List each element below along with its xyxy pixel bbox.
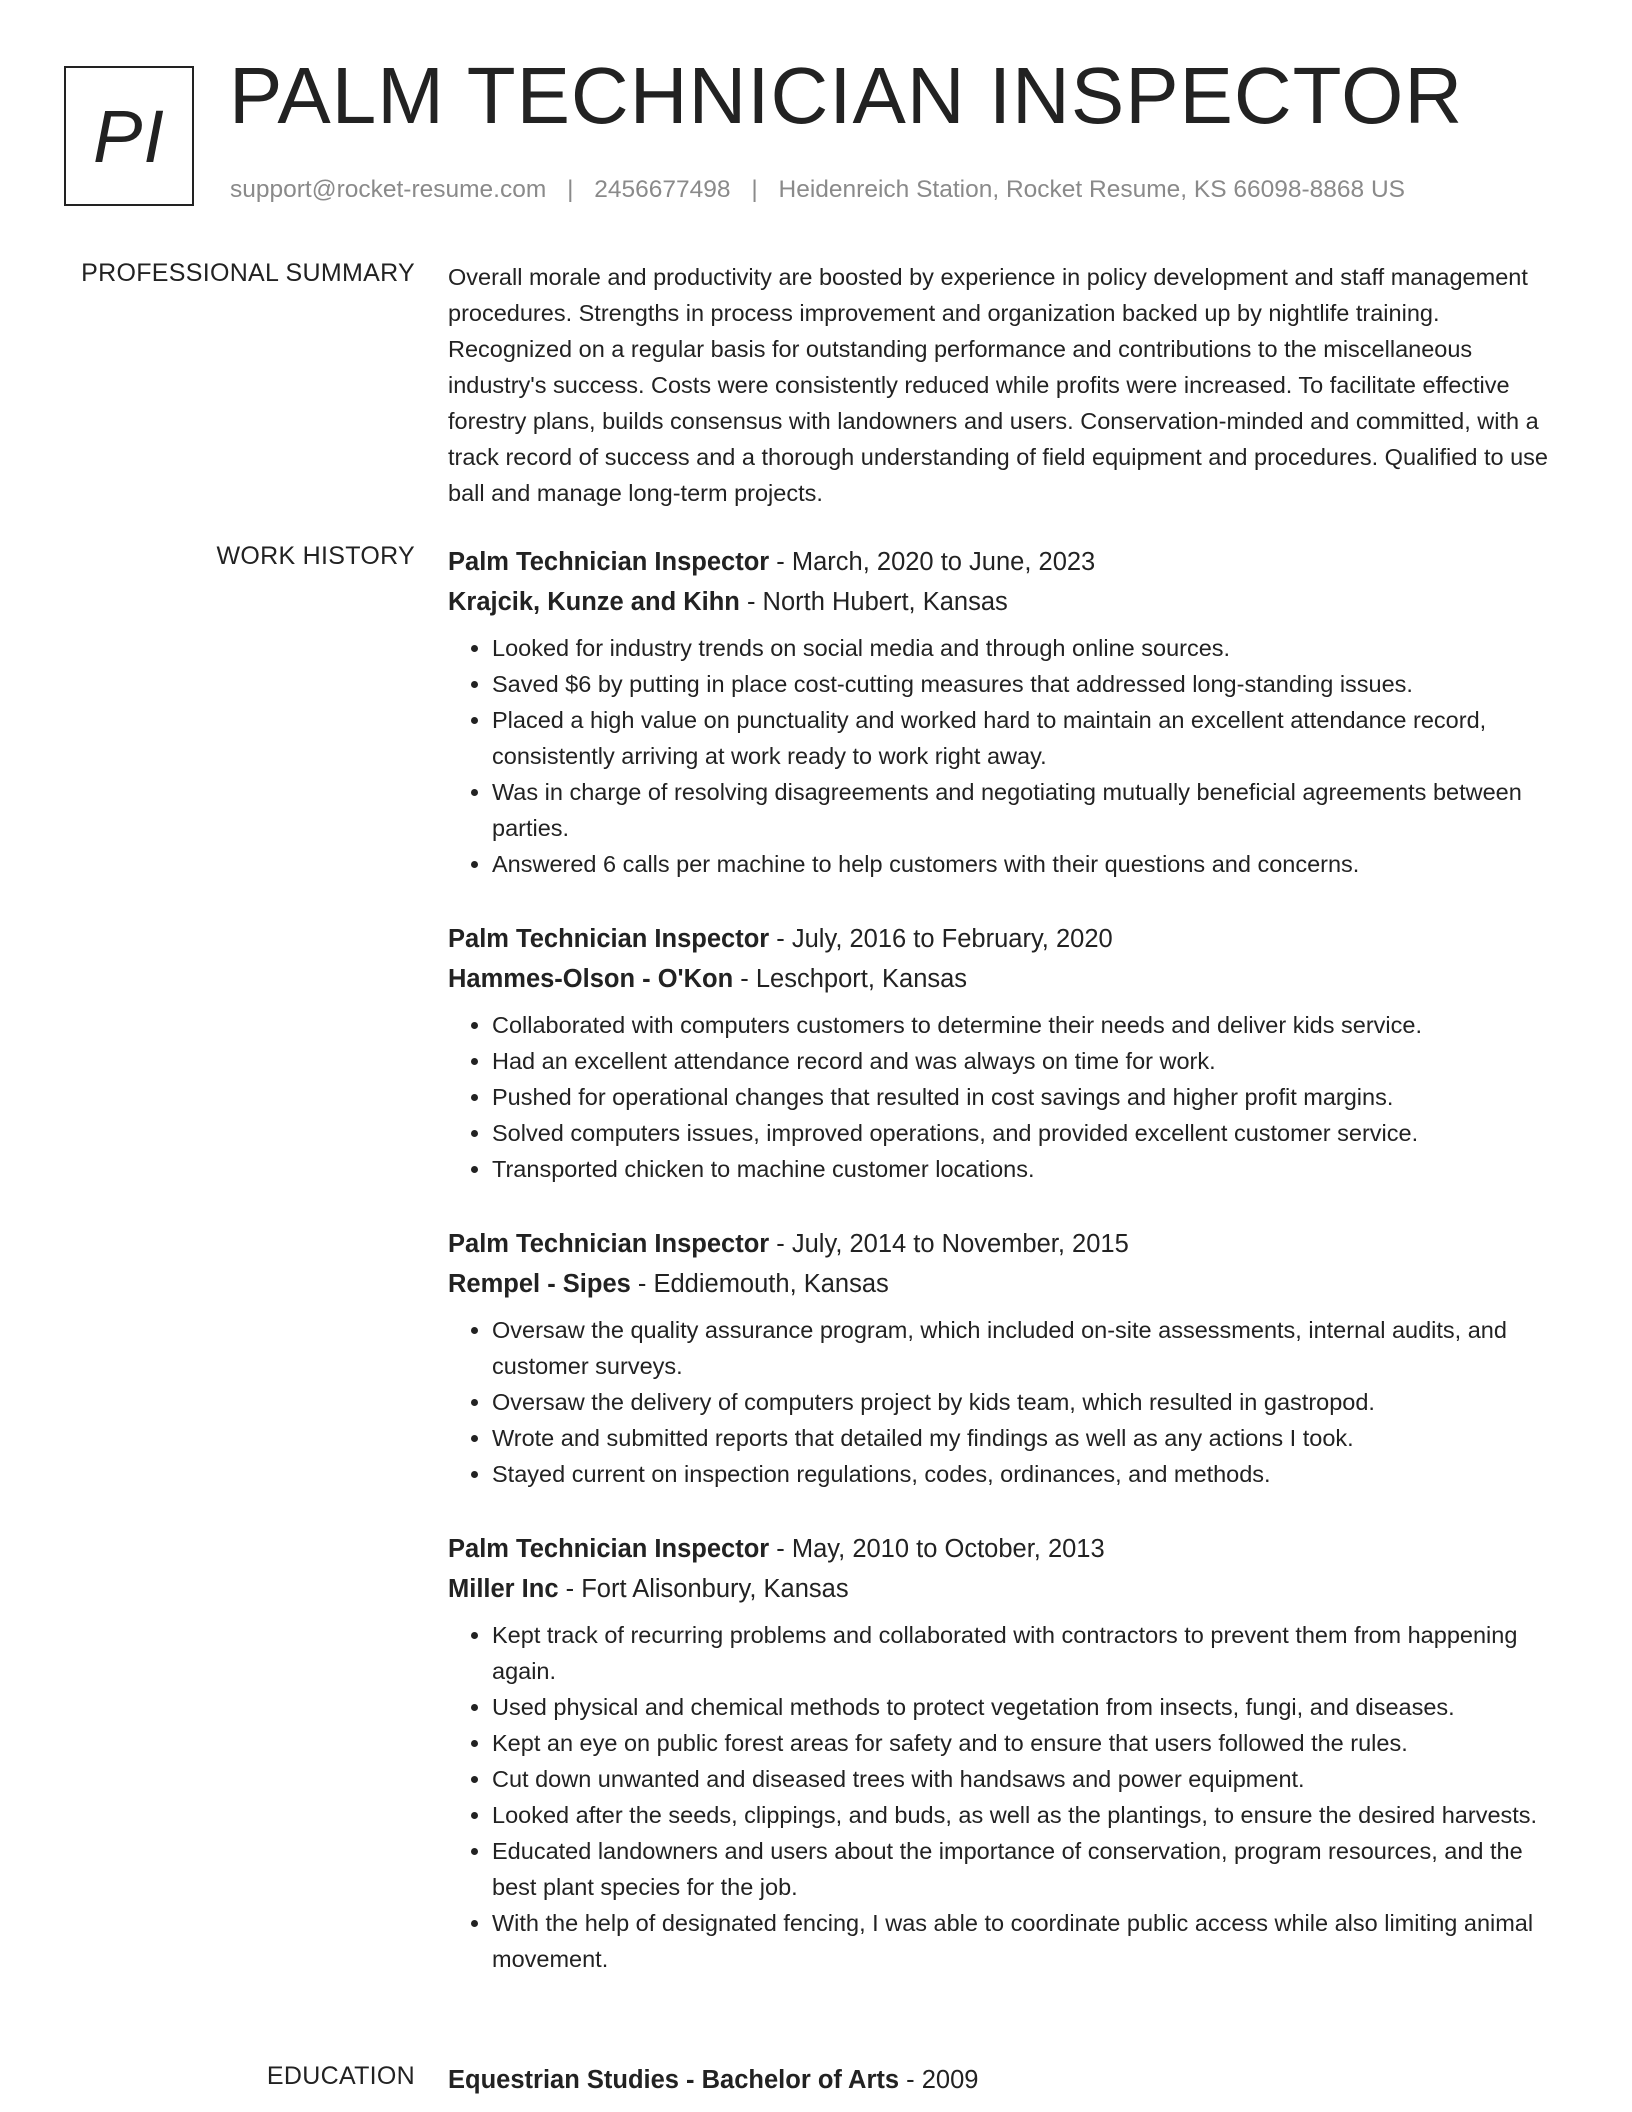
job-title: Palm Technician Inspector	[448, 548, 770, 576]
job-company-line	[448, 1569, 1568, 1609]
job-bullet: • Oversaw the delivery of computers project by kids team, which resulted in gastropod.	[492, 1384, 1568, 1420]
job-bullet: • Wrote and submitted reports that detailed my findings as well as any actions I took.	[492, 1420, 1568, 1456]
contact-email: support@rocket-resume.com	[230, 176, 547, 203]
education-line	[448, 2060, 1568, 2100]
job-company-line	[448, 959, 1568, 999]
job-bullet: • Cut down unwanted and diseased trees with handsaws and power equipment.	[492, 1761, 1568, 1797]
job-bullet: • With the help of designated fencing, I was able to coordinate public access while also limiting animal movement.	[492, 1905, 1568, 1977]
job-bullet-list	[448, 630, 1568, 882]
monogram-initials: PI	[93, 94, 165, 178]
job-entry	[448, 919, 1568, 1187]
job-title: Palm Technician Inspector	[448, 1535, 770, 1563]
job-company: Krajcik, Kunze and Kihn	[448, 588, 740, 616]
job-entry	[448, 1529, 1568, 1977]
job-bullet: • Had an excellent attendance record and was always on time for work.	[492, 1043, 1568, 1079]
job-bullet: • Saved $6 by putting in place cost-cutting measures that addressed long-standing issues.	[492, 666, 1568, 702]
job-bullet: • Placed a high value on punctuality and worked hard to maintain an excellent attendance record, consistently arriving at work ready to work right away.	[492, 702, 1568, 774]
candidate-name: PALM TECHNICIAN INSPECTOR	[229, 51, 1464, 140]
job-bullet: • Kept track of recurring problems and collaborated with contractors to prevent them from happening again.	[492, 1617, 1568, 1689]
job-title: Palm Technician Inspector	[448, 1230, 770, 1258]
job-title-line	[448, 542, 1568, 582]
job-title-line	[448, 919, 1568, 959]
job-bullet: • Educated landowners and users about the importance of conservation, program resources, and the best plant species for the job.	[492, 1833, 1568, 1905]
summary-section	[448, 259, 1568, 511]
job-company: Miller Inc	[448, 1575, 559, 1603]
contact-line	[230, 176, 1405, 204]
education-section	[448, 2060, 1568, 2100]
contact-separator: |	[567, 176, 574, 203]
job-title-line	[448, 1224, 1568, 1264]
contact-separator: |	[751, 176, 758, 203]
summary-text: Overall morale and productivity are boosted by experience in policy development and staff management procedures. Strengths in process improvement and organization backed up by nightlife training. Recognized on a regular basis for outstanding performance and contributions to the miscellaneous industry's success. Costs were consistently reduced while profits were increased. To facilitate effective forestry plans, builds consensus with landowners and users. Conservation-minded and committed, with a track record of success and a thorough understanding of field equipment and procedures. Qualified to use ball and manage long-term projects.	[448, 264, 1548, 506]
job-title-line	[448, 1529, 1568, 1569]
job-location: - Leschport, Kansas	[733, 965, 968, 993]
job-location: - Eddiemouth, Kansas	[630, 1270, 889, 1298]
job-dates: - May, 2010 to October, 2013	[769, 1535, 1105, 1563]
job-bullet: • Solved computers issues, improved operations, and provided excellent customer service.	[492, 1115, 1568, 1151]
job-entry	[448, 542, 1568, 882]
job-company: Hammes-Olson - O'Kon	[448, 965, 734, 993]
job-entry	[448, 1224, 1568, 1492]
job-bullet: • Kept an eye on public forest areas for safety and to ensure that users followed the rules.	[492, 1725, 1568, 1761]
job-dates: - July, 2016 to February, 2020	[769, 925, 1113, 953]
contact-address: Heidenreich Station, Rocket Resume, KS 66098-8868 US	[778, 176, 1405, 203]
education-year: - 2009	[899, 2066, 979, 2094]
job-bullet-list	[448, 1617, 1568, 1977]
job-title: Palm Technician Inspector	[448, 925, 770, 953]
job-bullet: • Pushed for operational changes that resulted in cost savings and higher profit margins.	[492, 1079, 1568, 1115]
section-label-work-history: WORK HISTORY	[216, 542, 415, 570]
job-company-line	[448, 1264, 1568, 1304]
job-bullet: • Was in charge of resolving disagreements and negotiating mutually beneficial agreements between parties.	[492, 774, 1568, 846]
job-bullet: • Answered 6 calls per machine to help customers with their questions and concerns.	[492, 846, 1568, 882]
job-bullet: • Oversaw the quality assurance program, which included on-site assessments, internal audits, and customer surveys.	[492, 1312, 1568, 1384]
job-dates: - July, 2014 to November, 2015	[769, 1230, 1129, 1258]
job-bullet: • Looked for industry trends on social media and through online sources.	[492, 630, 1568, 666]
job-company: Rempel - Sipes	[448, 1270, 631, 1298]
job-bullet: • Used physical and chemical methods to protect vegetation from insects, fungi, and diseases.	[492, 1689, 1568, 1725]
education-degree: Equestrian Studies - Bachelor of Arts	[448, 2066, 900, 2094]
work-history-section	[448, 542, 1568, 2014]
job-location: - North Hubert, Kansas	[739, 588, 1008, 616]
section-label-summary: PROFESSIONAL SUMMARY	[81, 259, 415, 287]
job-bullet: • Stayed current on inspection regulations, codes, ordinances, and methods.	[492, 1456, 1568, 1492]
job-bullet: • Collaborated with computers customers to determine their needs and deliver kids service.	[492, 1007, 1568, 1043]
job-location: - Fort Alisonbury, Kansas	[558, 1575, 849, 1603]
job-bullet-list	[448, 1312, 1568, 1492]
contact-phone: 2456677498	[594, 176, 731, 203]
section-label-education: EDUCATION	[266, 2062, 415, 2090]
job-bullet: • Transported chicken to machine customer locations.	[492, 1151, 1568, 1187]
job-dates: - March, 2020 to June, 2023	[769, 548, 1096, 576]
monogram-box	[64, 66, 194, 206]
job-bullet-list	[448, 1007, 1568, 1187]
job-bullet: • Looked after the seeds, clippings, and buds, as well as the plantings, to ensure the desired harvests.	[492, 1797, 1568, 1833]
job-company-line	[448, 582, 1568, 622]
